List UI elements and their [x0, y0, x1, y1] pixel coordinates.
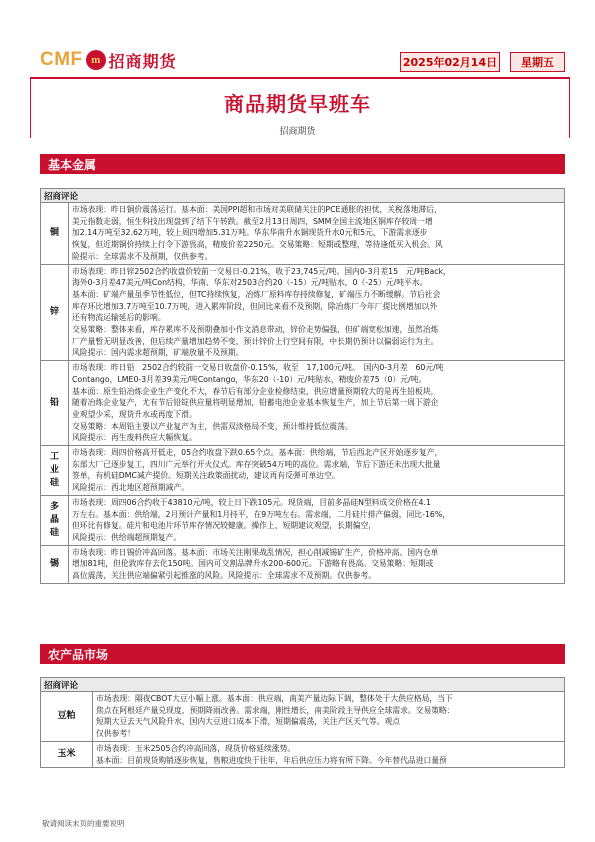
commodity-name: 锡	[41, 545, 69, 583]
report-date: 2025年02月14日	[400, 52, 500, 72]
commentary-line: 增加81吨，但伦敦库存去化150吨。国内可交割品牌升水200-600元。下游略有畏高。交易策略：短期或	[72, 559, 434, 569]
commodity-commentary	[93, 692, 565, 742]
table-row	[41, 741, 565, 767]
commentary-line: 业观望少采，现货升水或再度下滑。	[72, 409, 197, 419]
commentary-line: 险提示：全球需求不及预期，仅供参考。	[72, 251, 213, 261]
commentary-line: 万左右。基本面：供给端，2月预计产量和1月持平，在9万吨左右。需求端，二月硅片排产偏弱，同比-16%，	[72, 509, 451, 519]
commodity-commentary	[93, 741, 565, 767]
commodity-name: 铅	[41, 361, 69, 446]
commentary-line: 市场表现：隔夜CBOT大豆小幅上涨。基本面：供应端，南美产量边际下调，整体处于大供应格局，当下	[96, 694, 453, 703]
commodity-name: 工业硅	[41, 446, 69, 496]
company-logo	[40, 47, 177, 73]
commodity-name: 豆粕	[41, 692, 93, 742]
section-bar-agri: 农产品市场	[40, 644, 565, 664]
commodity-commentary	[69, 264, 565, 361]
metals-table-header: 招商评论	[41, 189, 565, 203]
commentary-line: 恢复，但近期铜价持续上行令下游畏高，精废价差2250元。交易策略：短期或整理，等待逢低买入机会。风	[72, 240, 443, 250]
commentary-line: 风险提示：国内需求超预期，矿端放量不及预期。	[72, 348, 244, 358]
section-bar-metals: 基本金属	[40, 154, 565, 174]
commodity-commentary	[69, 361, 565, 446]
commentary-line: 短期大豆去天气风险升水，国内大豆进口成本下滑，短期偏震荡，关注产区天气等。观点	[96, 717, 401, 727]
page-subtitle: 招商期货	[279, 127, 316, 137]
report-weekday: 星期五	[510, 52, 565, 72]
commentary-line: 库存环比增加3.7万吨至10.7万吨，进入累库阶段，但同比来看不及预期，除冶炼厂今年厂提比例增加以外	[72, 301, 438, 311]
table-row	[41, 361, 565, 446]
commentary-line: 仅供参考！	[96, 729, 135, 739]
commodity-name: 铜	[41, 203, 69, 265]
commentary-line: 美元指数走弱，恒生科技出现盘到了结下午转跌。截至2月13日周四，SMM全国主流地区铜库存较周一增	[72, 216, 433, 226]
commodity-commentary	[69, 545, 565, 583]
commentary-line: 风险提示：西北地区超预期减产。	[72, 483, 189, 493]
commodity-commentary	[69, 446, 565, 496]
metals-research-table	[40, 188, 565, 584]
commodity-name: 锌	[41, 264, 69, 361]
commentary-line: 风险提示：再生废料供应大幅恢复。	[72, 433, 197, 443]
commentary-line: 签单，有机硅DMC减产提价。短期关注政策面扰动，建议再有反弹可单边空。	[72, 471, 340, 481]
logo-badge-icon: m	[86, 50, 106, 70]
agri-table-header: 招商评论	[41, 678, 565, 692]
commentary-line: 还有物流运输延后的影响。	[72, 313, 166, 323]
commentary-line: 交易策略：本周铅主要以产业复产为主，供需双淡格局不变，预计维持低位震荡。	[72, 421, 353, 431]
table-row	[41, 203, 565, 265]
commentary-line: 海外0-3月差47美元/吨Con结构，华南、华东对2503合约20（-15）元/吨贴水，0（-25）元/吨平水。	[72, 278, 428, 288]
commentary-line: 基本面：矿端产量虽季节性低位，但TC持续恢复，冶炼厂原料库存持续修复，矿端压力不断缓解。节后社会	[72, 289, 441, 299]
header-rule	[30, 77, 570, 79]
commentary-line: Contango，LME0-3月差39美元/吨Contango，华东20（-10）元/吨贴水，精废价差75（0）元/吨。	[72, 374, 427, 384]
footer-disclaimer: 敬请阅读末页的重要说明	[42, 819, 125, 828]
commodity-commentary	[69, 495, 565, 545]
commodity-name: 多晶硅	[41, 495, 69, 545]
commentary-line: 基本面：目前现货购销逐步恢复，售粮进度快于往年，年后供应压力将有所下降。今年替代品进口量预	[96, 755, 447, 765]
table-row	[41, 264, 565, 361]
logo-company-name: 招商期货	[108, 51, 177, 71]
commentary-line: 市场表现：周四06合约收于43810元/吨，较上日下跌105元。现货端，目前多晶硅N型料成交价格在4.1	[72, 497, 431, 507]
commentary-line: 市场表现：周四价格高开低走，05合约收盘下跌0.65个点。基本面：供给端，节后西北产区开始逐步复产，	[72, 448, 443, 458]
commodity-commentary	[69, 203, 565, 265]
commentary-line: 市场表现：玉米2505合约冲高回落，现货价格延续涨势。	[96, 743, 296, 753]
commentary-line: 市场表现：昨日铅 2502合约较前一交易日收盘价-0.15%，收至 17,100元/吨。 国内0-3月差 60元/吨	[72, 363, 444, 373]
commentary-line: 市场表现：昨日锌2502合约收盘价较前一交易日-0.21%，收于23,745元/吨。国内0-3月差15 元/吨Back，	[72, 266, 451, 276]
commentary-line: 基本面：原生铅冶炼企业生产变化不大，春节后有部分企业检修结束，供应增量预期较大的是再生铅板块，	[72, 386, 439, 396]
commentary-line: 厂产量暂无明显改善，但后续产量增加趋势不变，预计锌价上行空间有限，中长期仍预计以偏弱运行为主。	[72, 336, 439, 346]
commentary-line: 市场表现：昨日铜价震荡运行。基本面：美国PPI超和市场对美联储关注的PCE通胀的担忧，关税落地滞后，	[72, 205, 442, 214]
commentary-line: 市场表现：昨日锡价冲高回落。基本面：市场关注刚果战乱情况，担心削减锡矿生产，价格冲高。国内仓单	[72, 547, 439, 557]
commentary-line: 但环比有修复。硅片和电池片环节库存情况较健康。操作上，短期建议观望，长期偏空，	[72, 521, 377, 531]
commentary-line: 焦点在阿根廷产量兑现度，预期降雨改善。需求端，刚性增长，南美阶段主导供应全球需求。交易策略：	[96, 705, 455, 715]
commodity-name: 玉米	[41, 741, 93, 767]
table-row	[41, 495, 565, 545]
commentary-line: 东部大厂已逐步复工，四川广元举行开火仪式。库存突破54万吨的高位。需求端，节后下游还未出现大批量	[72, 459, 441, 469]
commentary-line: 风险提示：供给端超预期复产。	[72, 532, 182, 542]
table-row	[41, 446, 565, 496]
logo-cmf-text: CMF	[40, 49, 83, 70]
table-row	[41, 692, 565, 742]
commentary-line: 交易策略：整体来看，库存累库不及预期叠加小作文消息带动，锌价走势偏强，但矿端宽松加速，虽然冶炼	[72, 325, 439, 335]
table-row	[41, 545, 565, 583]
page-title: 商品期货早班车	[224, 92, 371, 116]
commentary-line: 随着冶炼企业复产，尤有节后铅锭供应量将明显增加，铅蓄电池企业基本恢复生产，加上节后第一周下游企	[72, 398, 439, 408]
commentary-line: 加2.14万吨至32.62万吨，较上周四增加5.31万吨。华东华南升水铜现货升水0元和5元，下游需求逐步	[72, 228, 428, 238]
commentary-line: 高位震荡，关注供应端偏紧引起推涨的风险。风险提示：全球需求不及预期。仅供参考。	[72, 571, 377, 581]
agri-research-table	[40, 677, 565, 768]
